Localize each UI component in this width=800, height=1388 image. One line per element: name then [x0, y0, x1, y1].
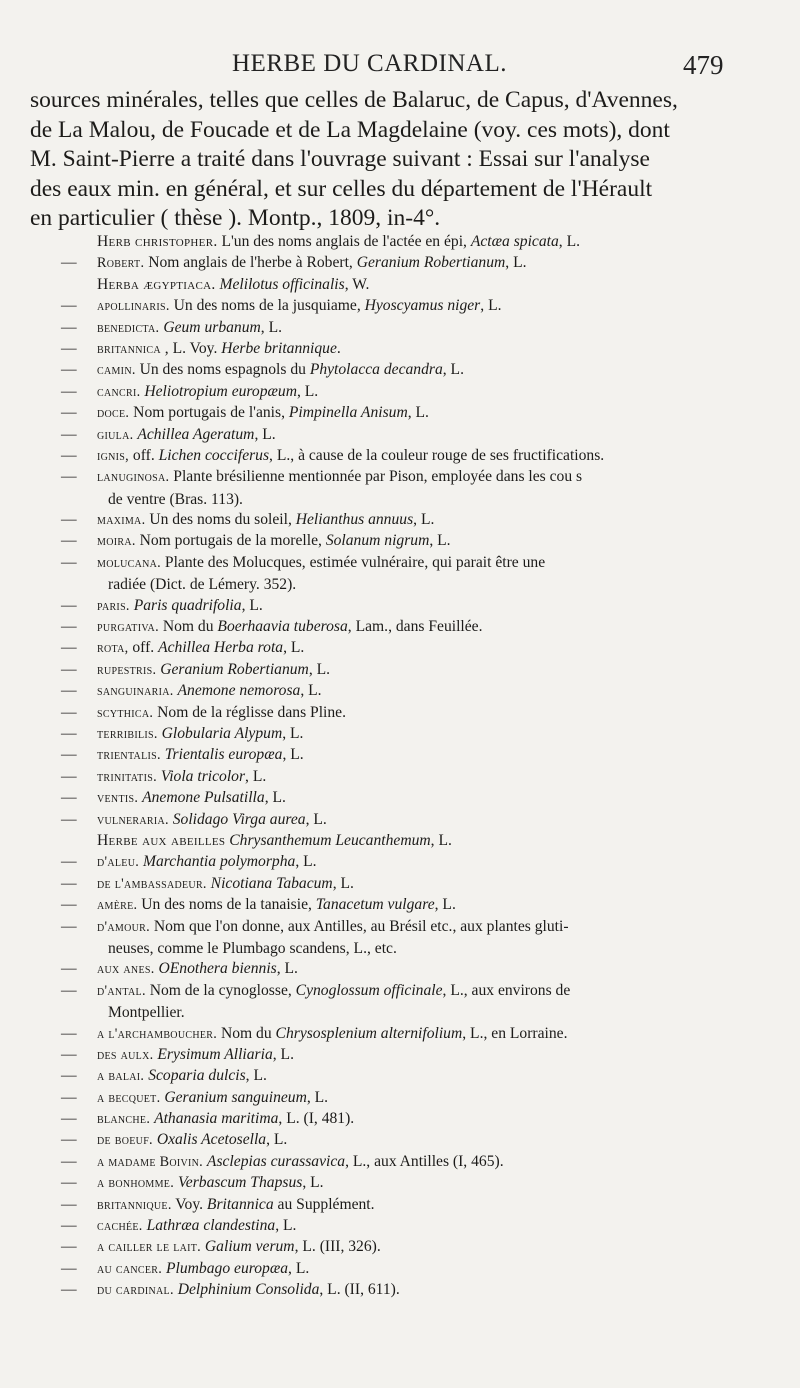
entry-headword: de l'ambassadeur. — [97, 875, 207, 892]
entry-dash: — — [61, 425, 77, 443]
entry-species: Britannica — [206, 1195, 274, 1213]
entry-text: , L. Voy. — [160, 339, 222, 357]
entry-text: Voy. — [171, 1195, 207, 1213]
glossary-entry — [45, 637, 735, 658]
entry-tail: , L. — [245, 767, 267, 785]
entry-tail: , L. — [260, 318, 283, 336]
glossary-entry — [45, 873, 735, 894]
glossary-entry — [45, 1151, 735, 1172]
entry-tail: , W. — [344, 275, 370, 293]
entry-species: Globularia Alypum — [161, 725, 283, 743]
entry-tail: , L. — [302, 1174, 324, 1192]
entry-dash: — — [61, 382, 77, 400]
entry-dash: — — [61, 361, 77, 379]
entry-text: off. — [129, 446, 159, 464]
glossary-entry — [45, 1129, 735, 1150]
entry-continuation: de ventre (Bras. 113). — [108, 490, 243, 508]
entry-species: Viola tricolor — [160, 767, 246, 785]
entry-text: L'un des noms anglais de l'actée en épi, — [217, 233, 471, 250]
glossary-entry — [45, 1065, 735, 1086]
entry-text: Un des noms de la tanaisie, — [137, 896, 316, 914]
entry-species: Achillea Herba rota — [158, 639, 284, 657]
glossary-entry — [45, 787, 735, 808]
entry-headword: camin. — [97, 362, 136, 379]
entry-tail: , L. — [300, 682, 322, 700]
entry-headword: trinitatis. — [97, 768, 157, 785]
entry-headword: a cailler le lait. — [97, 1239, 202, 1256]
glossary-entry — [45, 616, 735, 637]
entry-headword: aux anes. — [97, 961, 155, 978]
entry-dash: — — [61, 1067, 77, 1085]
entry-species: Solidago Virga aurea — [172, 810, 306, 828]
entry-headword: cachée. — [97, 1218, 143, 1235]
entry-dash: — — [61, 981, 77, 999]
entry-species: Hyoscyamus niger — [364, 297, 481, 315]
entry-dash: — — [61, 1259, 77, 1277]
intro-line: sources minérales, telles que celles de Balaruc, de Capus, d'Avennes, — [30, 87, 678, 113]
entry-tail: , L. — [305, 810, 327, 828]
glossary-entry — [45, 1087, 735, 1108]
entry-dash: — — [61, 853, 77, 871]
entry-species: Lichen cocciferus — [158, 446, 270, 464]
entry-text: Nom portugais de l'anis, — [129, 404, 289, 422]
entry-tail: , L. — [276, 960, 298, 978]
entry-species: Cynoglossum officinale — [295, 981, 443, 999]
entry-headword: d'aleu. — [97, 854, 140, 871]
entry-tail: , L. — [245, 1067, 267, 1085]
entry-text: Nom du — [158, 618, 218, 636]
entry-headword: blanche. — [97, 1111, 151, 1128]
entry-tail: , L. — [275, 1217, 297, 1235]
entry-headword: de boeuf. — [97, 1132, 153, 1149]
entry-dash: — — [61, 917, 77, 935]
entry-dash: — — [61, 767, 77, 785]
entry-headword: britannique. — [97, 1196, 172, 1213]
entry-text: Nom du — [217, 1024, 276, 1042]
entry-text: Un des noms du soleil, — [145, 511, 296, 529]
glossary-entry — [45, 1215, 735, 1236]
entry-headword: paris. — [97, 597, 130, 614]
glossary-entry — [45, 552, 735, 595]
glossary-entry — [45, 851, 735, 872]
entry-species: Anemone Pulsatilla — [142, 789, 265, 807]
entry-headword: Robert. — [97, 255, 145, 272]
glossary-entry — [45, 980, 735, 1023]
entry-dash: — — [61, 1024, 77, 1042]
entry-species: Marchantia polymorpha — [143, 853, 296, 871]
entry-headword: purgativa. — [97, 619, 159, 636]
entry-text: Nom anglais de l'herbe à Robert, — [144, 254, 357, 272]
entry-tail: , L. (III, 326). — [294, 1238, 381, 1256]
glossary-entry — [45, 402, 735, 423]
entry-species: Heliotropium europæum — [144, 382, 297, 400]
entry-species: Plumbago europæa — [166, 1259, 289, 1277]
glossary-entry — [45, 1023, 735, 1044]
glossary-entry — [45, 809, 735, 830]
glossary-entry — [45, 702, 735, 723]
glossary-entry — [45, 252, 735, 273]
entry-headword: a bonhomme. — [97, 1175, 175, 1192]
entry-tail: , L. — [266, 1131, 288, 1149]
entry-dash: — — [61, 254, 77, 272]
entry-dash: — — [61, 682, 77, 700]
entry-headword: a balai. — [97, 1068, 145, 1085]
entry-headword: au cancer. — [97, 1260, 163, 1277]
entry-headword: a l'archamboucher. — [97, 1025, 218, 1042]
intro-line: M. Saint-Pierre a traité dans l'ouvrage suivant : Essai sur l'analyse — [30, 146, 650, 172]
entry-tail: , L. (II, 611). — [319, 1281, 400, 1299]
entry-tail: , L. — [306, 1088, 329, 1106]
entry-dash: — — [61, 1110, 77, 1128]
entry-dash: — — [61, 1238, 77, 1256]
entry-dash: — — [61, 660, 77, 678]
intro-line: de La Malou, de Foucade et de La Magdelaine (voy. ces mots), dont — [30, 116, 670, 143]
entry-dash: — — [61, 639, 77, 657]
entry-headword: apollinaris. — [97, 298, 170, 315]
intro-line: des eaux min. en général, et sur celles du département de l'Hérault — [30, 175, 653, 202]
entry-dash: — — [61, 618, 77, 636]
glossary-entry — [45, 381, 735, 402]
entry-tail: , L., aux environs de — [442, 981, 571, 999]
entry-dash: — — [61, 1152, 77, 1170]
intro-paragraph — [30, 86, 730, 234]
entry-dash: — — [61, 446, 77, 464]
entry-species: Oxalis Acetosella — [156, 1131, 267, 1149]
entry-headword: scythica. — [97, 704, 154, 721]
entry-headword: Herba ægyptiaca. — [97, 275, 216, 293]
entry-dash: — — [61, 553, 77, 571]
entry-dash: — — [61, 960, 77, 978]
entry-dash: — — [61, 1281, 77, 1299]
entry-dash: — — [61, 896, 77, 914]
entry-species: Boerhaavia tuberosa — [217, 618, 348, 636]
entry-headword: trientalis. — [97, 747, 161, 764]
entry-species: Melilotus officinalis — [219, 275, 345, 293]
entry-dash: — — [61, 810, 77, 828]
entry-species: Anemone nemorosa — [177, 682, 301, 700]
entry-text: off. — [128, 639, 159, 657]
entry-species: Paris quadrifolia — [133, 596, 242, 614]
entry-tail: , L. — [296, 382, 319, 400]
glossary-entries — [45, 231, 735, 1301]
entry-headword: lanuginosa. — [97, 469, 170, 486]
entry-headword: moira. — [97, 533, 136, 550]
entry-headword: giula. — [97, 426, 134, 443]
entry-dash: — — [61, 468, 77, 486]
entry-dash: — — [61, 596, 77, 614]
entry-dash: — — [61, 703, 77, 721]
entry-continuation: neuses, comme le Plumbago scandens, L., etc. — [108, 939, 397, 957]
entry-species: Solanum nigrum — [325, 532, 430, 550]
glossary-entry — [45, 231, 735, 252]
entry-headword: sanguinaria. — [97, 683, 174, 700]
entry-species: Chrysanthemum Leucanthemum — [229, 831, 431, 849]
glossary-entry — [45, 530, 735, 551]
entry-dash: — — [61, 725, 77, 743]
glossary-entry — [45, 274, 735, 295]
glossary-entry — [45, 894, 735, 915]
entry-headword: ventis. — [97, 790, 139, 807]
entry-headword: molucana. — [97, 554, 162, 571]
entry-headword: britannica — [97, 340, 161, 357]
entry-headword: Herbe aux abeilles — [97, 831, 226, 849]
entry-dash: — — [61, 1195, 77, 1213]
entry-tail: , L. — [480, 297, 502, 315]
entry-tail: , L. — [254, 425, 276, 443]
entry-tail: , L. — [283, 639, 305, 657]
entry-text: Nom que l'on donne, aux Antilles, au Brésil etc., aux plantes gluti- — [149, 917, 569, 935]
entry-tail: , L. — [288, 1259, 310, 1277]
glossary-entry — [45, 317, 735, 338]
entry-headword: cancri. — [97, 383, 141, 400]
glossary-entry — [45, 766, 735, 787]
intro-line: en particulier ( thèse ). Montp., 1809, in-4°. — [30, 205, 441, 231]
entry-tail: , Lam., dans Feuillée. — [347, 618, 483, 636]
entry-species: Pimpinella Anisum — [288, 404, 408, 422]
entry-text: Plante des Molucques, estimée vulnéraire, qui parait être une — [161, 553, 546, 571]
entry-dash: — — [61, 789, 77, 807]
entry-species: Trientalis europæa — [164, 746, 283, 764]
entry-tail: , L. — [282, 725, 304, 743]
entry-tail: , L. — [407, 404, 429, 422]
entry-text: Nom portugais de la morelle, — [135, 532, 326, 550]
entry-tail: , L., à cause de la couleur rouge de ses fructifications. — [269, 446, 605, 464]
glossary-entry — [45, 1258, 735, 1279]
entry-headword: vulneraria. — [97, 811, 169, 828]
entry-dash: — — [61, 532, 77, 550]
entry-species: Chrysosplenium alternifolium — [275, 1024, 463, 1042]
entry-headword: a madame Boivin. — [97, 1153, 204, 1170]
glossary-entry — [45, 1108, 735, 1129]
entry-species: Asclepias curassavica — [206, 1152, 346, 1170]
entry-tail: , L. — [558, 233, 581, 250]
glossary-entry — [45, 744, 735, 765]
glossary-entry — [45, 659, 735, 680]
entry-tail: , L. — [430, 831, 452, 849]
entry-headword: rupestris. — [97, 661, 157, 678]
glossary-entry — [45, 338, 735, 359]
running-title: HERBE DU CARDINAL. — [232, 50, 507, 77]
entry-dash: — — [61, 1045, 77, 1063]
entry-tail: , L. — [413, 511, 435, 529]
glossary-entry — [45, 295, 735, 316]
entry-headword: des aulx. — [97, 1046, 154, 1063]
entry-text: Nom de la réglisse dans Pline. — [153, 703, 346, 721]
entry-tail: , L. — [505, 254, 527, 272]
entry-tail: , L. — [434, 896, 456, 914]
entry-species: Phytolacca decandra — [309, 361, 443, 379]
entry-species: Galium verum — [204, 1238, 295, 1256]
entry-tail: au Supplément. — [273, 1195, 375, 1213]
entry-tail: , L., en Lorraine. — [462, 1024, 568, 1042]
entry-species: Tanacetum vulgare — [315, 896, 435, 914]
entry-species: Delphinium Consolida — [177, 1281, 320, 1299]
entry-species: Geum urbanum — [163, 318, 261, 336]
entry-species: Achillea Ageratum — [137, 425, 255, 443]
entry-tail: , L., aux Antilles (I, 465). — [345, 1152, 504, 1170]
entry-headword: rota, — [97, 640, 129, 657]
entry-species: Herbe britannique — [221, 339, 337, 357]
entry-species: Actæa spicata — [470, 233, 559, 250]
entry-tail: , L. (I, 481). — [278, 1110, 355, 1128]
entry-dash: — — [61, 339, 77, 357]
entry-headword: d'antal. — [97, 982, 146, 999]
entry-dash: — — [61, 1174, 77, 1192]
entry-dash: — — [61, 318, 77, 336]
entry-dash: — — [61, 1088, 77, 1106]
glossary-entry — [45, 916, 735, 959]
glossary-entry — [45, 466, 735, 509]
entry-continuation: Montpellier. — [108, 1004, 185, 1022]
entry-species: Helianthus annuus — [295, 511, 414, 529]
entry-tail: , L. — [442, 361, 464, 379]
entry-species: Athanasia maritima — [154, 1110, 279, 1128]
entry-dash: — — [61, 1217, 77, 1235]
entry-tail: , L. — [282, 746, 304, 764]
glossary-entry — [45, 509, 735, 530]
entry-text: Nom de la cynoglosse, — [145, 981, 296, 999]
entry-headword: d'amour. — [97, 918, 150, 935]
glossary-entry — [45, 1172, 735, 1193]
entry-headword: Herb christopher. — [97, 233, 218, 250]
entry-species: Geranium Robertianum — [160, 660, 309, 678]
glossary-entry — [45, 445, 735, 466]
entry-dash: — — [61, 874, 77, 892]
entry-text: Un des noms de la jusquiame, — [169, 297, 365, 315]
glossary-entry — [45, 1236, 735, 1257]
entry-tail: , L. — [272, 1045, 294, 1063]
glossary-entry — [45, 958, 735, 979]
entry-species: Geranium Robertianum — [356, 254, 506, 272]
entry-tail: , L. — [241, 596, 263, 614]
entry-species: Geranium sanguineum — [164, 1088, 307, 1106]
glossary-entry — [45, 680, 735, 701]
entry-headword: ignis, — [97, 447, 130, 464]
glossary-entry — [45, 424, 735, 445]
entry-species: Verbascum Thapsus — [177, 1174, 303, 1192]
entry-headword: a becquet. — [97, 1089, 161, 1106]
entry-tail: , L. — [264, 789, 286, 807]
entry-dash: — — [61, 511, 77, 529]
entry-dash: — — [61, 404, 77, 422]
entry-headword: du cardinal. — [97, 1282, 174, 1299]
entry-tail: , L. — [332, 874, 354, 892]
entry-dash: — — [61, 297, 77, 315]
entry-headword: terribilis. — [97, 726, 158, 743]
glossary-entry — [45, 1279, 735, 1300]
entry-tail: , L. — [308, 660, 331, 678]
entry-dash: — — [61, 746, 77, 764]
glossary-entry — [45, 1044, 735, 1065]
entry-species: Scoparia dulcis — [148, 1067, 246, 1085]
entry-text: Plante brésilienne mentionnée par Pison, employée dans les cou s — [169, 468, 583, 486]
entry-species: Nicotiana Tabacum — [210, 874, 333, 892]
entry-dash: — — [61, 1131, 77, 1149]
glossary-entry — [45, 830, 735, 851]
entry-tail: . — [336, 339, 341, 357]
glossary-entry — [45, 595, 735, 616]
glossary-entry — [45, 723, 735, 744]
page-number: 479 — [683, 50, 724, 80]
glossary-entry — [45, 359, 735, 380]
entry-headword: amère. — [97, 897, 138, 914]
glossary-entry — [45, 1194, 735, 1215]
entry-tail: , L. — [295, 853, 317, 871]
entry-continuation: radiée (Dict. de Lémery. 352). — [108, 576, 297, 594]
page-header — [0, 48, 800, 88]
entry-tail: , L. — [429, 532, 451, 550]
entry-headword: doce. — [97, 405, 130, 422]
entry-species: OEnothera biennis — [158, 960, 277, 978]
entry-species: Erysimum Alliaria — [157, 1045, 273, 1063]
entry-headword: maxima. — [97, 512, 146, 529]
entry-headword: benedicta. — [97, 319, 160, 336]
entry-text: Un des noms espagnols du — [135, 361, 310, 379]
entry-species: Lathræa clandestina — [146, 1217, 276, 1235]
